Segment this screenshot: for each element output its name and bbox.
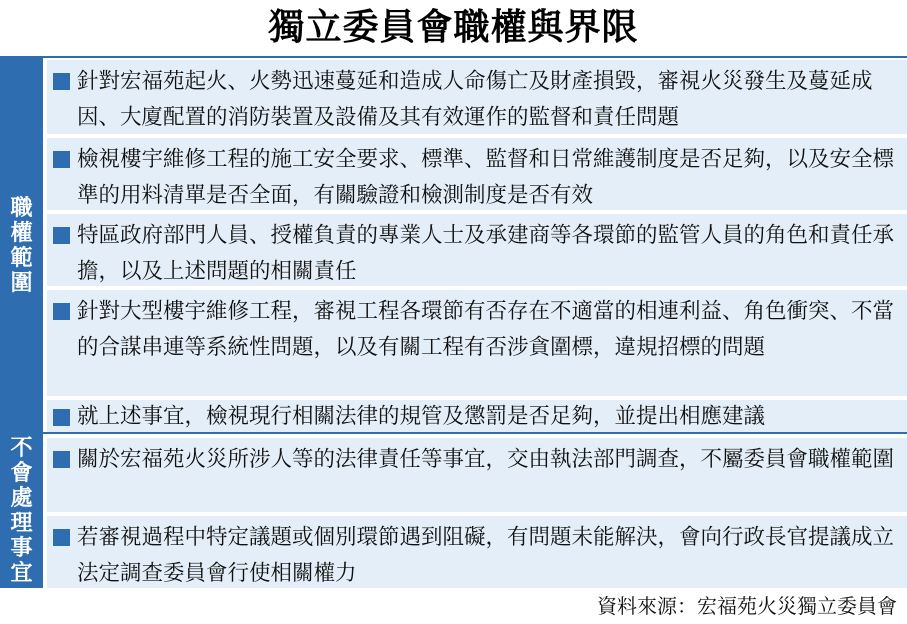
section-label-text: 不會處理事宜	[10, 436, 33, 586]
list-item	[47, 60, 907, 134]
list-item-text: 就上述事宜，檢視現行相關法律的規管及懲罰是否足夠，並提出相應建議	[77, 404, 766, 429]
section-excluded	[0, 432, 907, 588]
square-bullet-icon	[53, 73, 70, 90]
section-label-text: 職權範圍	[10, 196, 33, 296]
square-bullet-icon	[53, 409, 70, 426]
source-credit: 資料來源：宏福苑火災獨立委員會	[597, 594, 897, 618]
list-item	[47, 438, 907, 512]
list-item-text: 針對宏福苑起火、火勢迅速蔓延和造成人命傷亡及財產損毀，審視火災發生及蔓延成因、大廈配置的消防裝置及設備及其有效運作的監督和責任問題	[77, 69, 873, 130]
page-title: 獨立委員會職權與界限	[268, 7, 639, 48]
square-bullet-icon	[53, 151, 70, 168]
square-bullet-icon	[53, 451, 70, 468]
list-item	[47, 400, 907, 434]
list-item-text: 若審視過程中特定議題或個別環節遇到阻礙，有問題未能解決，會向行政長官提議成立法定調查委員會行使相關權力	[77, 525, 895, 586]
list-item-text: 關於宏福苑火災所涉人等的法律責任等事宜，交由執法部門調查，不屬委員會職權範圍	[77, 447, 895, 472]
section-label-excluded	[0, 434, 43, 588]
list-item-text: 特區政府部門人員、授權負責的專業人士及承建商等各環節的監管人員的角色和責任承擔，以及上述問題的相關責任	[77, 223, 895, 284]
section-label-scope	[0, 58, 43, 434]
list-item	[47, 516, 907, 588]
section-scope	[0, 56, 907, 434]
list-item-text: 檢視樓宇維修工程的施工安全要求、標準、監督和日常維護制度是否足夠，以及安全標準的用料清單是否全面，有關驗證和檢測制度是否有效	[77, 147, 895, 208]
square-bullet-icon	[53, 227, 70, 244]
list-item	[47, 214, 907, 286]
list-item-text: 針對大型樓宇維修工程，審視工程各環節有否存在不適當的相連利益、角色衝突、不當的合謀串連等系統性問題，以及有關工程有否涉貪圍標，違規招標的問題	[77, 299, 895, 360]
square-bullet-icon	[53, 529, 70, 546]
square-bullet-icon	[53, 303, 70, 320]
list-item	[47, 290, 907, 396]
list-item	[47, 138, 907, 210]
